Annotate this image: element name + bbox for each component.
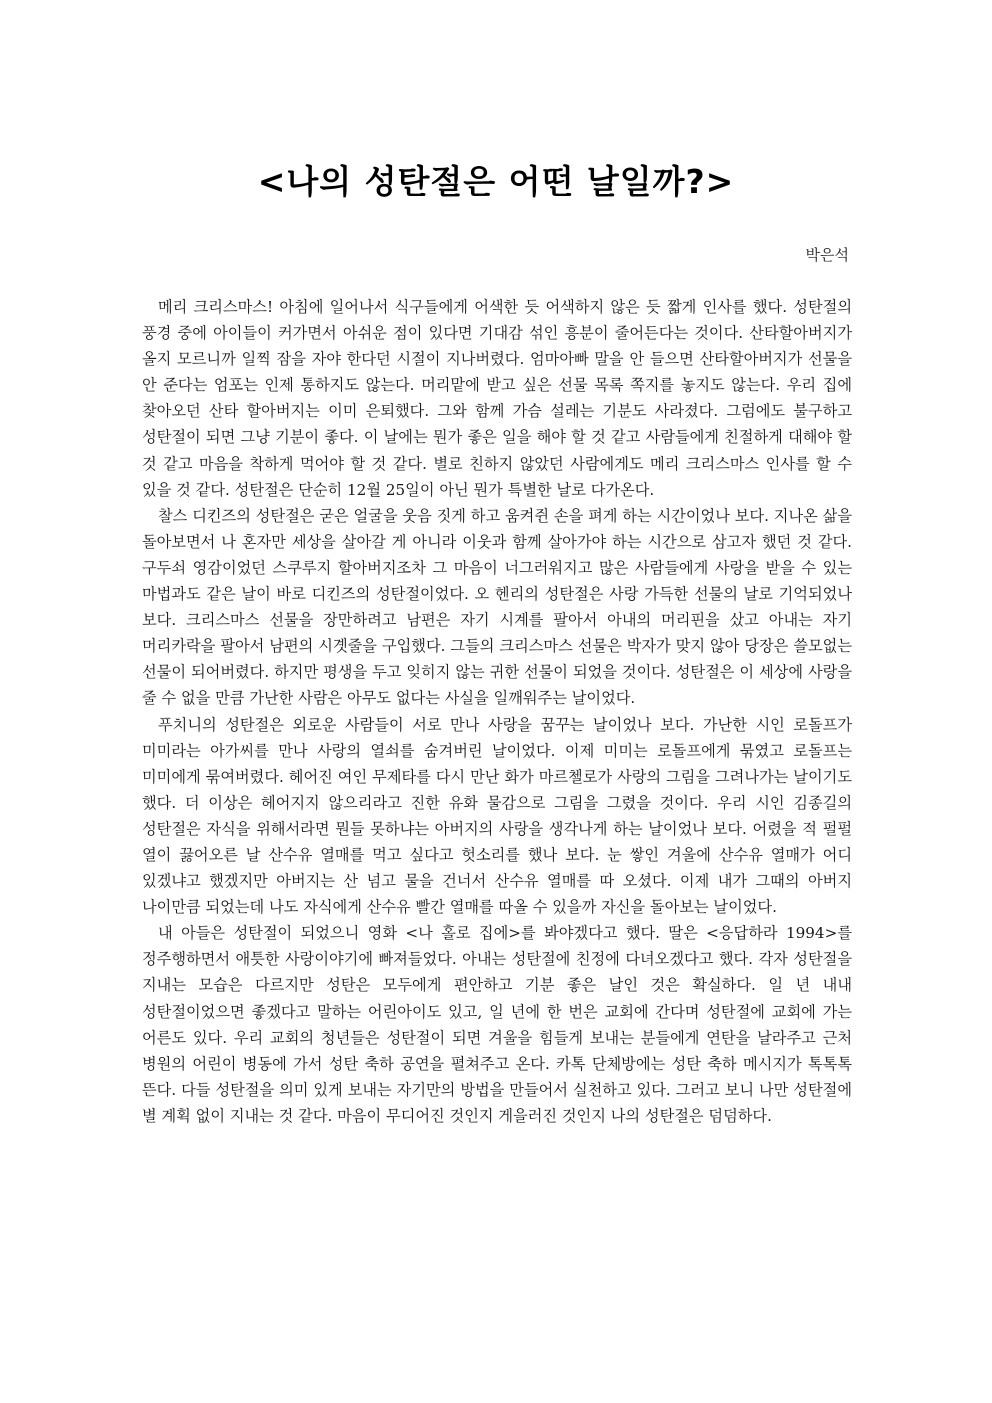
paragraph-3: 푸치니의 성탄절은 외로운 사람들이 서로 만나 사랑을 꿈꾸는 날이었나 보다. 가난한 시인 로돌프가 미미라는 아가씨를 만나 사랑의 열쇠를 숨겨버린 날이었다. 이제 미미는 로돌프에게 묶였고 로돌프는 미미에게 묶여버렸다. 헤어진 여인 무제타를 다시 만난 화가 마르첼로가 사랑의 그림을 그려나가는 날이기도 했다. 더 이상은 헤어지지 않으리라고 진한 유화 물감으로 그림을 그렸을 것이다. 우리 시인 김종길의 성탄절은 자식을 위해서라면 뭔들 못하냐는 아버지의 사랑을 생각나게 하는 날이었나 보다. 어렸을 적 펄펄 열이 끓어오른 날 산수유 열매를 먹고 싶다고 헛소리를 했나 보다. 눈 쌓인 겨울에 산수유 열매가 어디 있겠냐고 했겠지만 아버지는 산 넘고 물을 건너서 산수유 열매를 따 오셨다. 이제 내가 그때의 아버지 나이만큼 되었는데 나도 자식에게 산수유 빨간 열매를 따올 수 있을까 자신을 돌아보는 날이었다. bbox=[142, 715, 852, 917]
author-name: 박은석 bbox=[805, 246, 849, 264]
document-title: <나의 성탄절은 어떤 날일까?> bbox=[257, 162, 735, 201]
essay-body bbox=[142, 294, 852, 1129]
paragraph-4: 내 아들은 성탄절이 되었으니 영화 <나 홀로 집에>를 봐야겠다고 했다. 딸은 <응답하라 1994>를 정주행하면서 애틋한 사랑이야기에 빠져들었다. 아내는 성탄절에 친정에 다녀오겠다고 했다. 각자 성탄절을 지내는 모습은 다르지만 성탄은 모두에게 편안하고 기분 좋은 날인 것은 확실하다. 일 년 내내 성탄절이었으면 좋겠다고 말하는 어린아이도 있고, 일 년에 한 번은 교회에 간다며 성탄절에 교회에 가는 어른도 있다. 우리 교회의 청년들은 성탄절이 되면 겨울을 힘들게 보내는 분들에게 연탄을 날라주고 근처 병원의 어린이 병동에 가서 성탄 축하 공연을 펼쳐주고 온다. 카톡 단체방에는 성탄 축하 메시지가 톡톡톡 뜬다. 다들 성탄절을 의미 있게 보내는 자기만의 방법을 만들어서 실천하고 있다. 그러고 보니 나만 성탄절에 별 계획 없이 지내는 것 같다. 마음이 무디어진 것인지 게을러진 것인지 나의 성탄절은 덤덤하다. bbox=[142, 924, 852, 1125]
paragraph-2: 찰스 디킨즈의 성탄절은 굳은 얼굴을 웃음 짓게 하고 움켜쥔 손을 펴게 하는 시간이었나 보다. 지나온 삶을 돌아보면서 나 혼자만 세상을 살아갈 게 아니라 이웃과 함께 살아가야 하는 시간으로 삼고자 했던 것 같다. 구두쇠 영감이었던 스쿠루지 할아버지조차 그 마음이 너그러워지고 많은 사람들에게 사랑을 받을 수 있는 마법과도 같은 날이 바로 디킨즈의 성탄절이었다. 오 헨리의 성탄절은 사랑 가득한 선물의 날로 기억되었나 보다. 크리스마스 선물을 장만하려고 남편은 자기 시계를 팔아서 아내의 머리핀을 샀고 아내는 자기 머리카락을 팔아서 남편의 시곗줄을 구입했다. 그들의 크리스마스 선물은 박자가 맞지 않아 당장은 쓸모없는 선물이 되어버렸다. 하지만 평생을 두고 잊히지 않는 귀한 선물이 되었을 것이다. 성탄절은 이 세상에 사랑을 줄 수 없을 만큼 가난한 사람은 아무도 없다는 사실을 일깨워주는 날이었다. bbox=[142, 506, 852, 708]
paragraph-1: 메리 크리스마스! 아침에 일어나서 식구들에게 어색한 듯 어색하지 않은 듯 짧게 인사를 했다. 성탄절의 풍경 중에 아이들이 커가면서 아쉬운 점이 있다면 기대감 섞인 흥분이 줄어든다는 것이다. 산타할아버지가 올지 모르니까 일찍 잠을 자야 한다던 시절이 지나버렸다. 엄마아빠 말을 안 들으면 산타할아버지가 선물을 안 준다는 엄포는 인제 통하지도 않는다. 머리맡에 받고 싶은 선물 목록 쪽지를 놓지도 않는다. 우리 집에 찾아오던 산타 할아버지는 이미 은퇴했다. 그와 함께 가슴 설레는 기분도 사라졌다. 그럼에도 불구하고 성탄절이 되면 그냥 기분이 좋다. 이 날에는 뭔가 좋은 일을 해야 할 것 같고 사람들에게 친절하게 대해야 할 것 같고 마음을 착하게 먹어야 할 것 같다. 별로 친하지 않았던 사람에게도 메리 크리스마스 인사를 할 수 있을 것 같다. 성탄절은 단순히 12월 25일이 아닌 뭔가 특별한 날로 다가온다. bbox=[142, 298, 852, 499]
